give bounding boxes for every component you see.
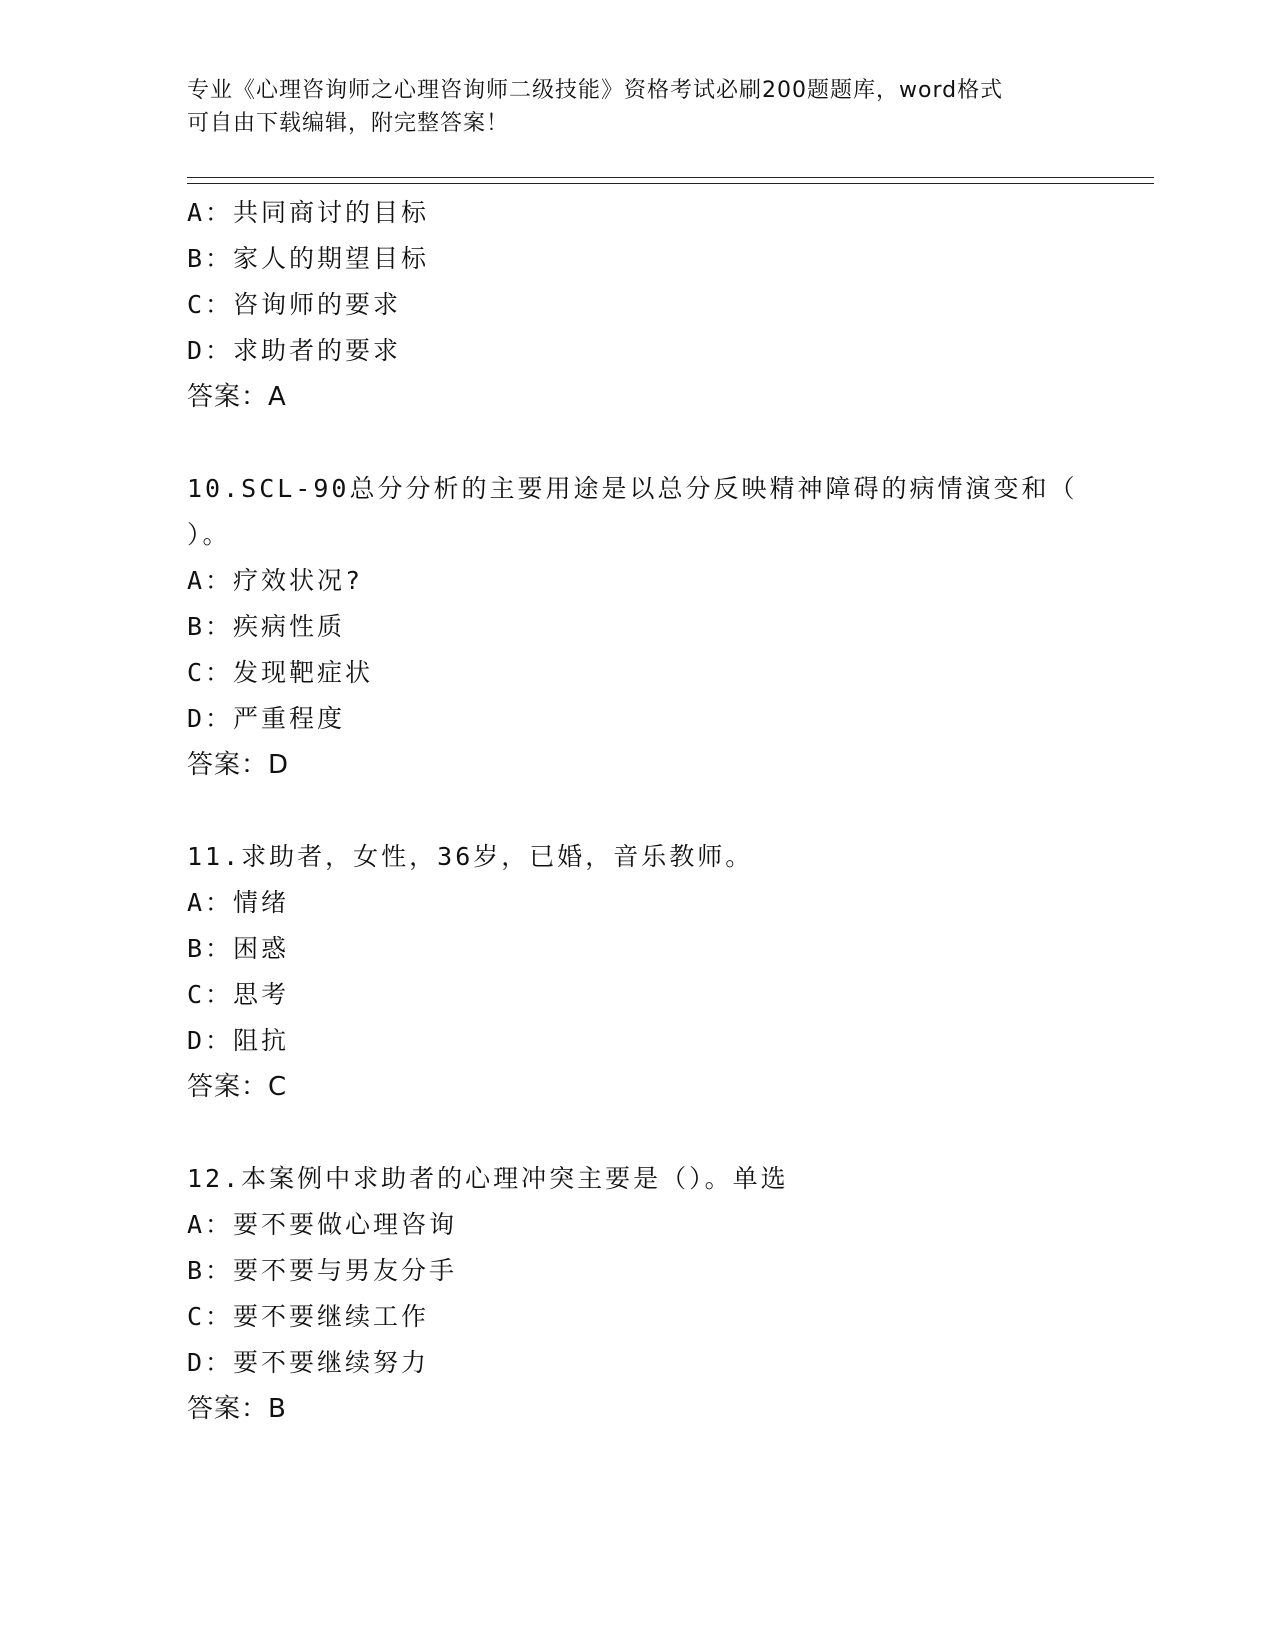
question-list bbox=[187, 190, 1087, 1432]
option-a: A：共同商讨的目标 bbox=[187, 198, 430, 227]
header-divider-bottom bbox=[187, 183, 1154, 184]
question-text: 10.SCL-90总分分析的主要用途是以总分反映精神障碍的病情演变和（ bbox=[187, 474, 1078, 503]
question-text: 11.求助者，女性，36岁，已婚，音乐教师。 bbox=[187, 842, 754, 871]
option-d: D：要不要继续努力 bbox=[187, 1348, 430, 1377]
question-block-11 bbox=[187, 834, 1087, 1110]
header-line-1: 专业《心理咨询师之心理咨询师二级技能》资格考试必刷200题题库，word格式 bbox=[187, 78, 1004, 103]
option-a: A：疗效状况? bbox=[187, 566, 364, 595]
question-text-continued: ）。 bbox=[187, 520, 231, 549]
spacer bbox=[187, 1110, 1087, 1156]
option-d: D：严重程度 bbox=[187, 704, 346, 733]
question-block-9 bbox=[187, 190, 1087, 420]
document-header bbox=[187, 74, 1087, 140]
question-text: 12.本案例中求助者的心理冲突主要是（）。单选 bbox=[187, 1164, 789, 1193]
header-line-2: 可自由下载编辑，附完整答案！ bbox=[187, 111, 510, 136]
answer-line: 答案：A bbox=[187, 382, 287, 412]
question-block-10 bbox=[187, 466, 1087, 788]
option-d: D：阻抗 bbox=[187, 1026, 290, 1055]
question-block-12 bbox=[187, 1156, 1087, 1432]
option-b: B：要不要与男友分手 bbox=[187, 1256, 458, 1285]
option-d: D：求助者的要求 bbox=[187, 336, 402, 365]
option-b: B：困惑 bbox=[187, 934, 290, 963]
answer-line: 答案：D bbox=[187, 750, 290, 780]
option-a: A：要不要做心理咨询 bbox=[187, 1210, 458, 1239]
option-c: C：思考 bbox=[187, 980, 290, 1009]
option-b: B：疾病性质 bbox=[187, 612, 346, 641]
header-divider-top bbox=[187, 177, 1154, 178]
option-c: C：发现靶症状 bbox=[187, 658, 374, 687]
answer-line: 答案：B bbox=[187, 1394, 287, 1424]
spacer bbox=[187, 420, 1087, 466]
answer-line: 答案：C bbox=[187, 1072, 288, 1102]
option-c: C：要不要继续工作 bbox=[187, 1302, 430, 1331]
option-a: A：情绪 bbox=[187, 888, 290, 917]
option-b: B：家人的期望目标 bbox=[187, 244, 430, 273]
option-c: C：咨询师的要求 bbox=[187, 290, 402, 319]
spacer bbox=[187, 788, 1087, 834]
